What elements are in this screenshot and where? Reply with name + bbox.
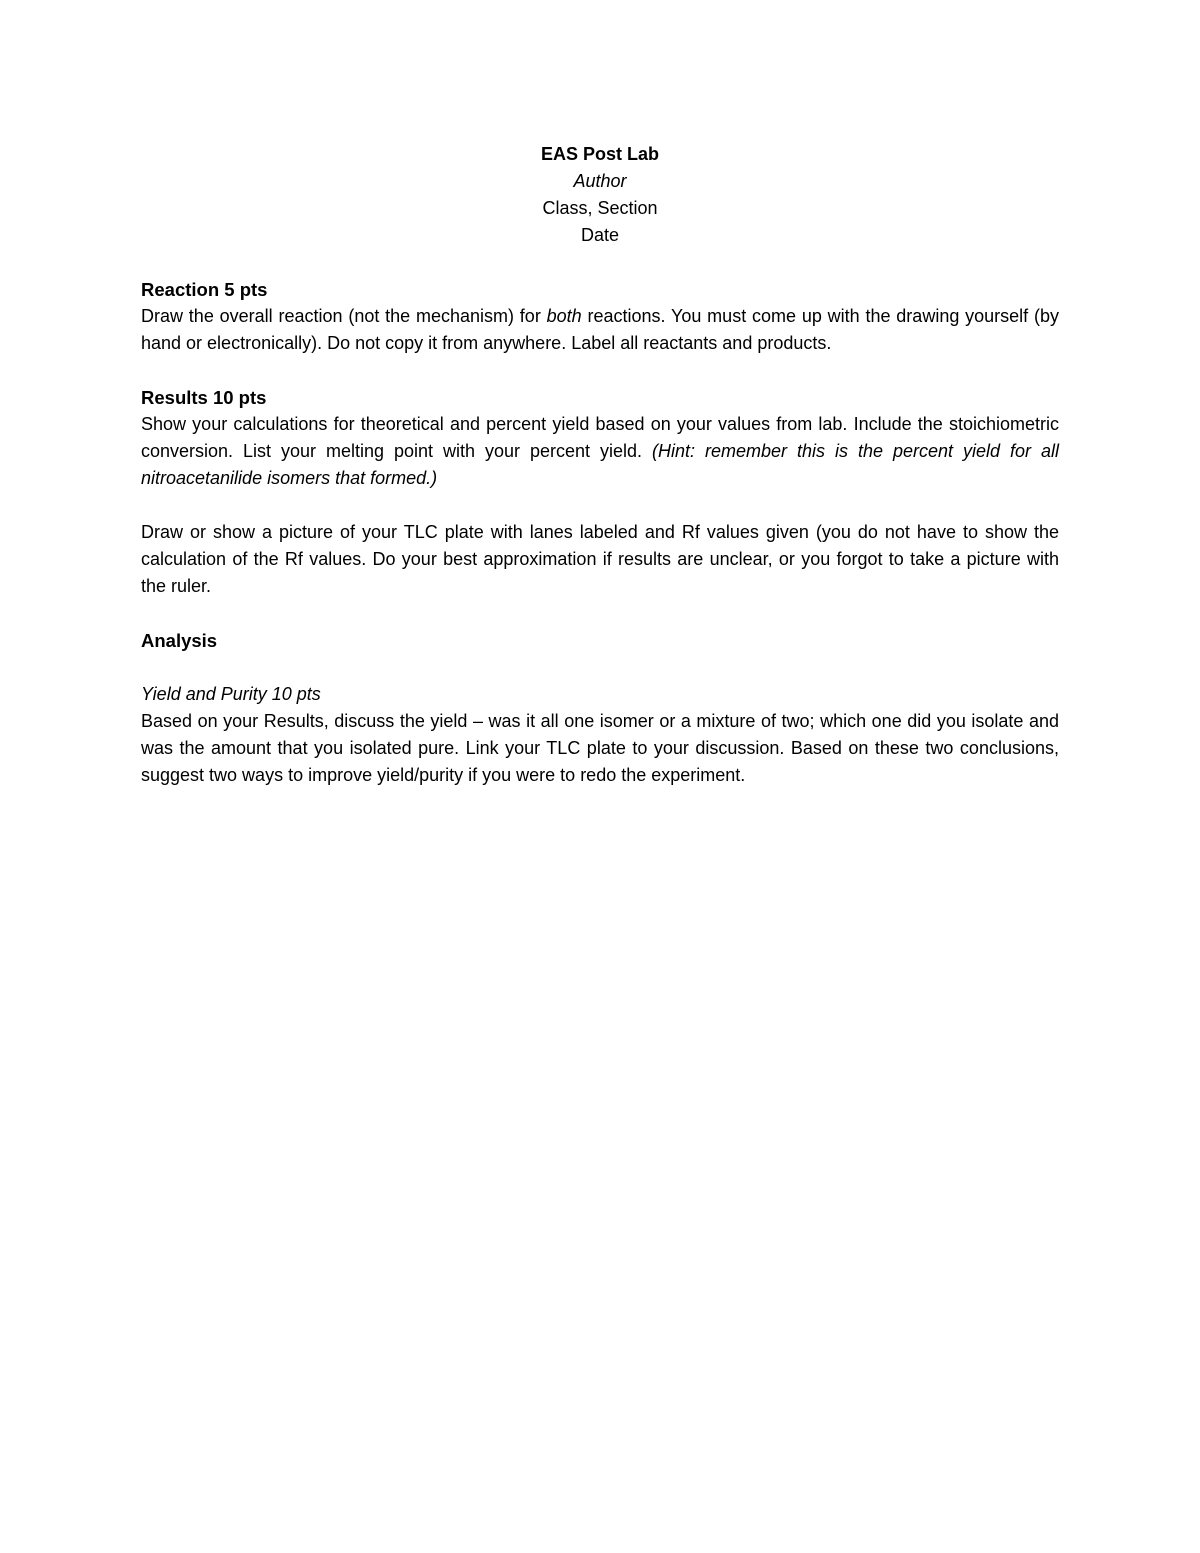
reaction-paragraph [141, 303, 1059, 357]
results-paragraph-1-text: Show your calculations for theoretical and percent yield based on your values from lab. Include the stoichiometric conversion. List your melting point with your percent yield. [141, 414, 1059, 461]
document-body [141, 141, 1059, 789]
analysis-subheading: Yield and Purity 10 pts [141, 684, 321, 704]
results-heading: Results 10 pts [141, 387, 267, 408]
analysis-heading: Analysis [141, 630, 218, 651]
reaction-section [141, 276, 1059, 357]
reaction-text-part-1: Draw the overall reaction (not the mechanism) for [141, 306, 547, 326]
document-author: Author [573, 171, 627, 191]
reaction-text-emphasis: both [546, 306, 582, 326]
paragraph-spacer [141, 492, 1059, 519]
analysis-paragraph: Based on your Results, discuss the yield – was it all one isomer or a mixture of two; which one did you isolate and was the amount that you isolated pure. Link your TLC plate to your discussion. Based on these two conclusions, suggest two ways to improve yield/purity if you were to redo the experiment. [141, 711, 1059, 785]
results-paragraph-1-hint: (Hint: remember this is the percent yield for all nitroacetanilide isomers that formed.) [141, 441, 1059, 488]
section-spacer [141, 600, 1059, 627]
analysis-section [141, 627, 1059, 789]
section-spacer [141, 357, 1059, 384]
document-header [141, 141, 1059, 249]
document-date: Date [580, 225, 620, 245]
results-section [141, 384, 1059, 600]
paragraph-spacer [141, 654, 1059, 681]
results-paragraph-2: Draw or show a picture of your TLC plate with lanes labeled and Rf values given (you do not have to show the calculation of the Rf values. Do your best approximation if results are unclear, or you forgot to take a picture with the ruler. [141, 522, 1059, 596]
reaction-text-part-2: reactions. You must come up with the drawing yourself (by hand or electronically). Do not copy it from anywhere. Label all reactants and products. [141, 306, 1059, 353]
reaction-heading: Reaction 5 pts [141, 279, 268, 300]
results-paragraph-1 [141, 411, 1059, 492]
document-title: EAS Post Lab [540, 144, 660, 164]
document-class-section: Class, Section [542, 198, 658, 218]
